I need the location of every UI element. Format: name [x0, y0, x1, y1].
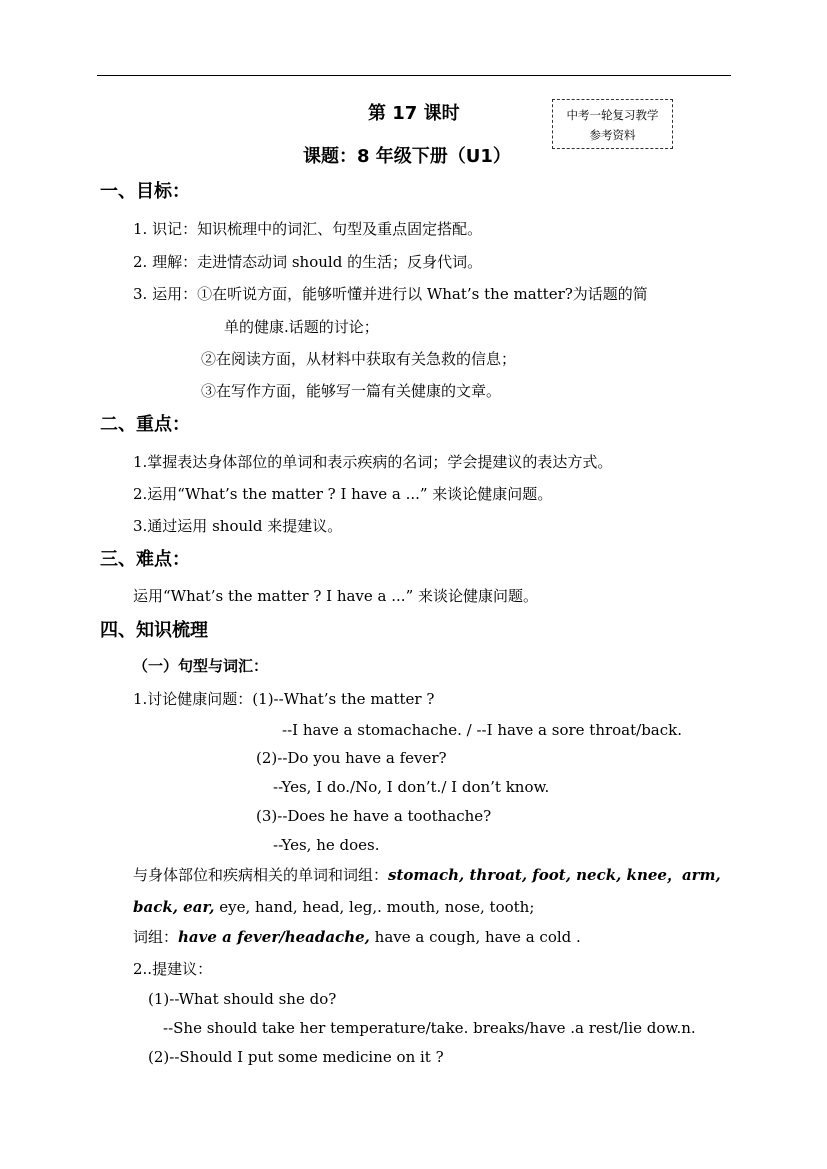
goal-item-2: 2. 理解：走进情态动词 should 的生活；反身代词。	[133, 253, 483, 271]
advice-line-2: --She should take her temperature/take. breaks/have .a rest/lie dow.n.	[163, 1019, 696, 1037]
knowledge-subheading: （一）句型与词汇：	[133, 657, 269, 675]
goal-item-3-cont: 单的健康.话题的讨论；	[224, 318, 379, 336]
stamp-line-2: 参考资料	[589, 128, 636, 142]
lesson-number: 第 17 课时	[368, 103, 460, 124]
key-point-3: 3.通过运用 should 来提建议。	[133, 517, 343, 535]
vocab-label: 与身体部位和疾病相关的单词和词组：	[133, 866, 389, 884]
dialogue-line-6: --Yes, he does.	[273, 836, 380, 854]
dialogue-line-1: 1.讨论健康问题：(1)--What’s the matter ?	[133, 690, 435, 708]
lesson-topic: 课题：8 年级下册（U1）	[303, 146, 511, 167]
vocab-line-2	[133, 897, 534, 917]
dialogue-line-5: (3)--Does he have a toothache?	[256, 807, 492, 825]
goal-item-3: 3. 运用：①在听说方面，能够听懂并进行以 What’s the matter?为话题的简	[133, 285, 648, 303]
phrase-line	[133, 927, 581, 947]
phrase-bold: have a fever/headache,	[178, 928, 370, 946]
knowledge-heading: 四、知识梳理	[100, 620, 208, 641]
phrase-plain: have a cough, have a cold .	[369, 928, 581, 946]
vocab-plain-words: eye, hand, head, leg,. mouth, nose, tooth;	[214, 898, 535, 916]
advice-title: 2..提建议：	[133, 960, 213, 978]
advice-line-1: (1)--What should she do?	[148, 990, 337, 1008]
key-point-2: 2.运用“What’s the matter ? I have a ...” 来谈论健康问题。	[133, 485, 553, 503]
dialogue-line-2: --I have a stomachache. / --I have a sore throat/back.	[282, 721, 683, 739]
goals-heading: 一、目标：	[100, 181, 190, 202]
vocab-bold-words-2: back, ear,	[133, 898, 215, 916]
goal-item-1: 1. 识记：知识梳理中的词汇、句型及重点固定搭配。	[133, 220, 483, 238]
key-point-1: 1.掌握表达身体部位的单词和表示疾病的名词；学会提建议的表达方式。	[133, 453, 613, 471]
difficulty-1: 运用“What’s the matter ? I have a ...” 来谈论健康问题。	[133, 587, 539, 605]
difficulties-heading: 三、难点：	[100, 549, 190, 570]
dialogue-line-3: (2)--Do you have a fever?	[256, 749, 447, 767]
phrase-label: 词组：	[133, 928, 179, 946]
vocab-line-1	[133, 865, 721, 885]
stamp-line-1: 中考一轮复习教学	[566, 108, 659, 122]
key-points-heading: 二、重点：	[100, 414, 190, 435]
vocab-bold-words: stomach, throat, foot, neck, knee，arm,	[388, 866, 721, 884]
goal-item-3-reading: ②在阅读方面，从材料中获取有关急救的信息；	[201, 350, 517, 368]
header-rule	[97, 75, 731, 76]
dialogue-line-4: --Yes, I do./No, I don’t./ I don’t know.	[273, 778, 550, 796]
advice-line-3: (2)--Should I put some medicine on it ?	[148, 1048, 444, 1066]
goal-item-3-writing: ③在写作方面，能够写一篇有关健康的文章。	[201, 382, 502, 400]
reference-stamp	[552, 99, 673, 149]
